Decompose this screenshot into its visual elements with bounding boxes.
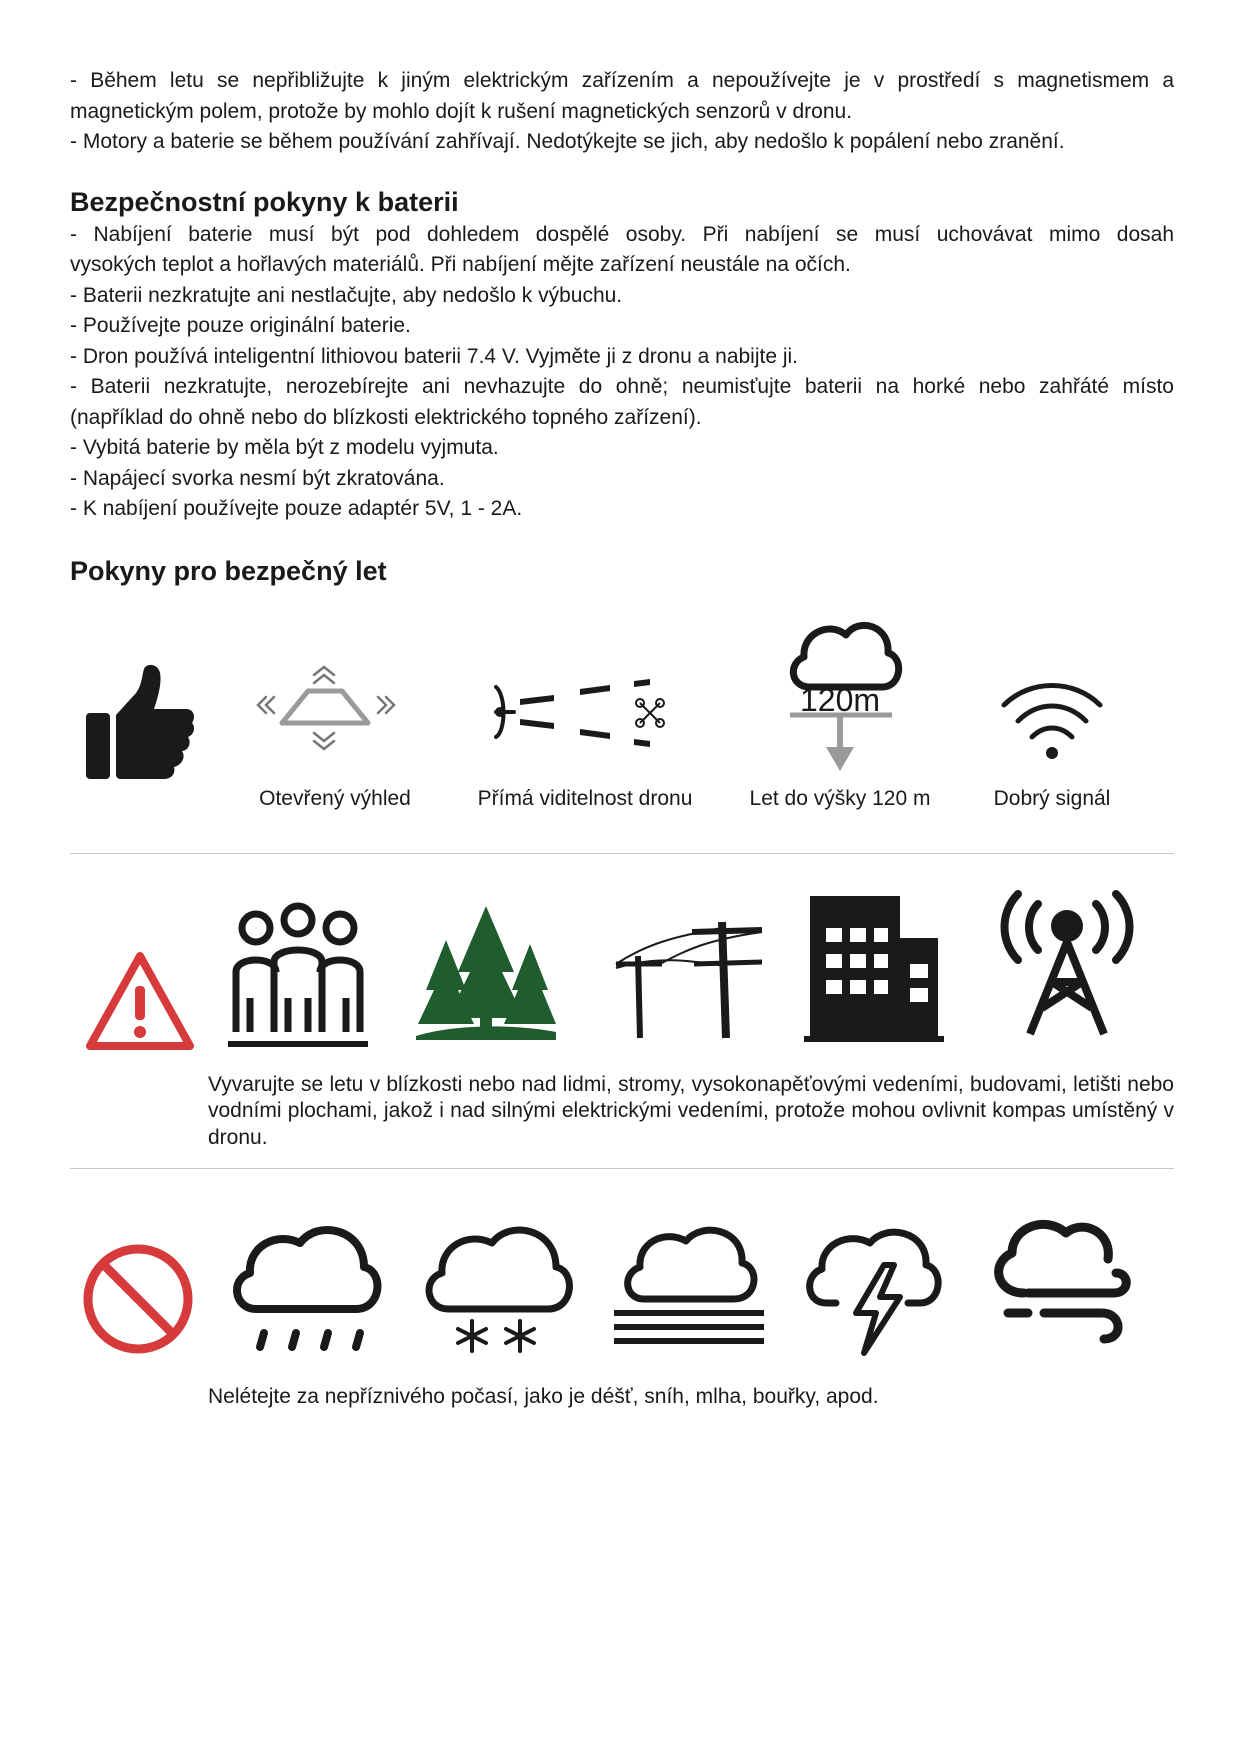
altitude-limit-icon xyxy=(770,603,910,778)
flight-heading: Pokyny pro bezpečný let xyxy=(70,555,387,586)
battery-line: - Napájecí svorka nesmí být zkratována. xyxy=(70,466,445,490)
altitude-label: 120m xyxy=(799,681,881,718)
line-of-sight-icon xyxy=(490,681,670,761)
snow-cloud-icon xyxy=(416,1217,576,1357)
avoid-places-row xyxy=(70,854,1174,1168)
caption-line-of-sight: Přímá viditelnost dronu xyxy=(477,786,693,810)
signal-tower-icon xyxy=(992,892,1142,1038)
battery-line: - Baterii nezkratujte, nerozebírejte ani nevhazujte do ohně; neumisťujte baterii na horké nebo zahřáté místo xyxy=(70,375,1174,398)
recommended-row xyxy=(70,603,1174,853)
bad-weather-row xyxy=(70,1169,1174,1419)
fog-cloud-icon xyxy=(614,1217,764,1357)
battery-line: - Používejte pouze originální baterie. xyxy=(70,314,411,337)
caption-altitude: Let do výšky 120 m xyxy=(749,786,931,810)
intro-line-3: - Motory a baterie se během používání zahřívají. Nedotýkejte se jich, aby nedošlo k popálení nebo zranění. xyxy=(70,130,1065,153)
battery-line: - K nabíjení používejte pouze adaptér 5V, 1 - 2A. xyxy=(70,497,523,520)
rain-cloud-icon xyxy=(224,1217,384,1357)
open-view-icon xyxy=(246,661,406,761)
document-page xyxy=(70,66,1174,1419)
buildings-icon xyxy=(804,894,944,1042)
intro-line-2: magnetickým polem, protože by mohlo dojít k rušení magnetických senzorů v dronu. xyxy=(70,99,853,123)
battery-line: (například do ohně nebo do blízkosti elektrického topného zařízení). xyxy=(70,405,702,429)
thumbs-up-icon xyxy=(84,663,196,783)
battery-instructions xyxy=(70,220,1174,525)
intro-line-1: - Během letu se nepřibližujte k jiným elektrickým zařízením a nepoužívejte je v prostředí s magnetismem a xyxy=(70,69,1174,92)
battery-line: - Nabíjení baterie musí být pod dohledem dospělé osoby. Při nabíjení se musí uchovávat mimo dosah xyxy=(70,222,1174,246)
intro-section xyxy=(70,66,1174,158)
storm-cloud-icon xyxy=(798,1217,948,1357)
power-lines-icon xyxy=(616,920,766,1040)
wifi-signal-icon xyxy=(1000,683,1104,763)
avoid-places-text: Vyvarujte se letu v blízkosti nebo nad lidmi, stromy, vysokonapěťovými vedeními, budovami, letišti nebo vodními plochami, jakož i nad silnými elektrickými vedeními, protože mohou ovlivnit kompas umístěný v dronu. xyxy=(208,1072,1174,1149)
battery-line: - Baterii nezkratujte ani nestlačujte, aby nedošlo k výbuchu. xyxy=(70,283,623,307)
warning-triangle-icon xyxy=(84,950,196,1054)
battery-line: vysokých teplot a hořlavých materiálů. Při nabíjení mějte zařízení neustále na očích. xyxy=(70,253,851,276)
battery-line: - Vybitá baterie by měla být z modelu vyjmuta. xyxy=(70,436,499,459)
battery-heading: Bezpečnostní pokyny k baterii xyxy=(70,186,459,217)
battery-line: - Dron používá inteligentní lithiovou baterii 7.4 V. Vyjměte ji z dronu a nabijte ji. xyxy=(70,344,799,368)
trees-icon xyxy=(416,900,556,1040)
bad-weather-text: Nelétejte za nepříznivého počasí, jako je déšť, sníh, mlha, bouřky, apod. xyxy=(208,1384,879,1408)
people-icon xyxy=(228,902,368,1052)
wind-cloud-icon xyxy=(984,1213,1144,1353)
caption-open-view: Otevřený výhled xyxy=(259,786,411,810)
caption-signal: Dobrý signál xyxy=(993,786,1111,810)
prohibited-icon xyxy=(82,1243,194,1355)
